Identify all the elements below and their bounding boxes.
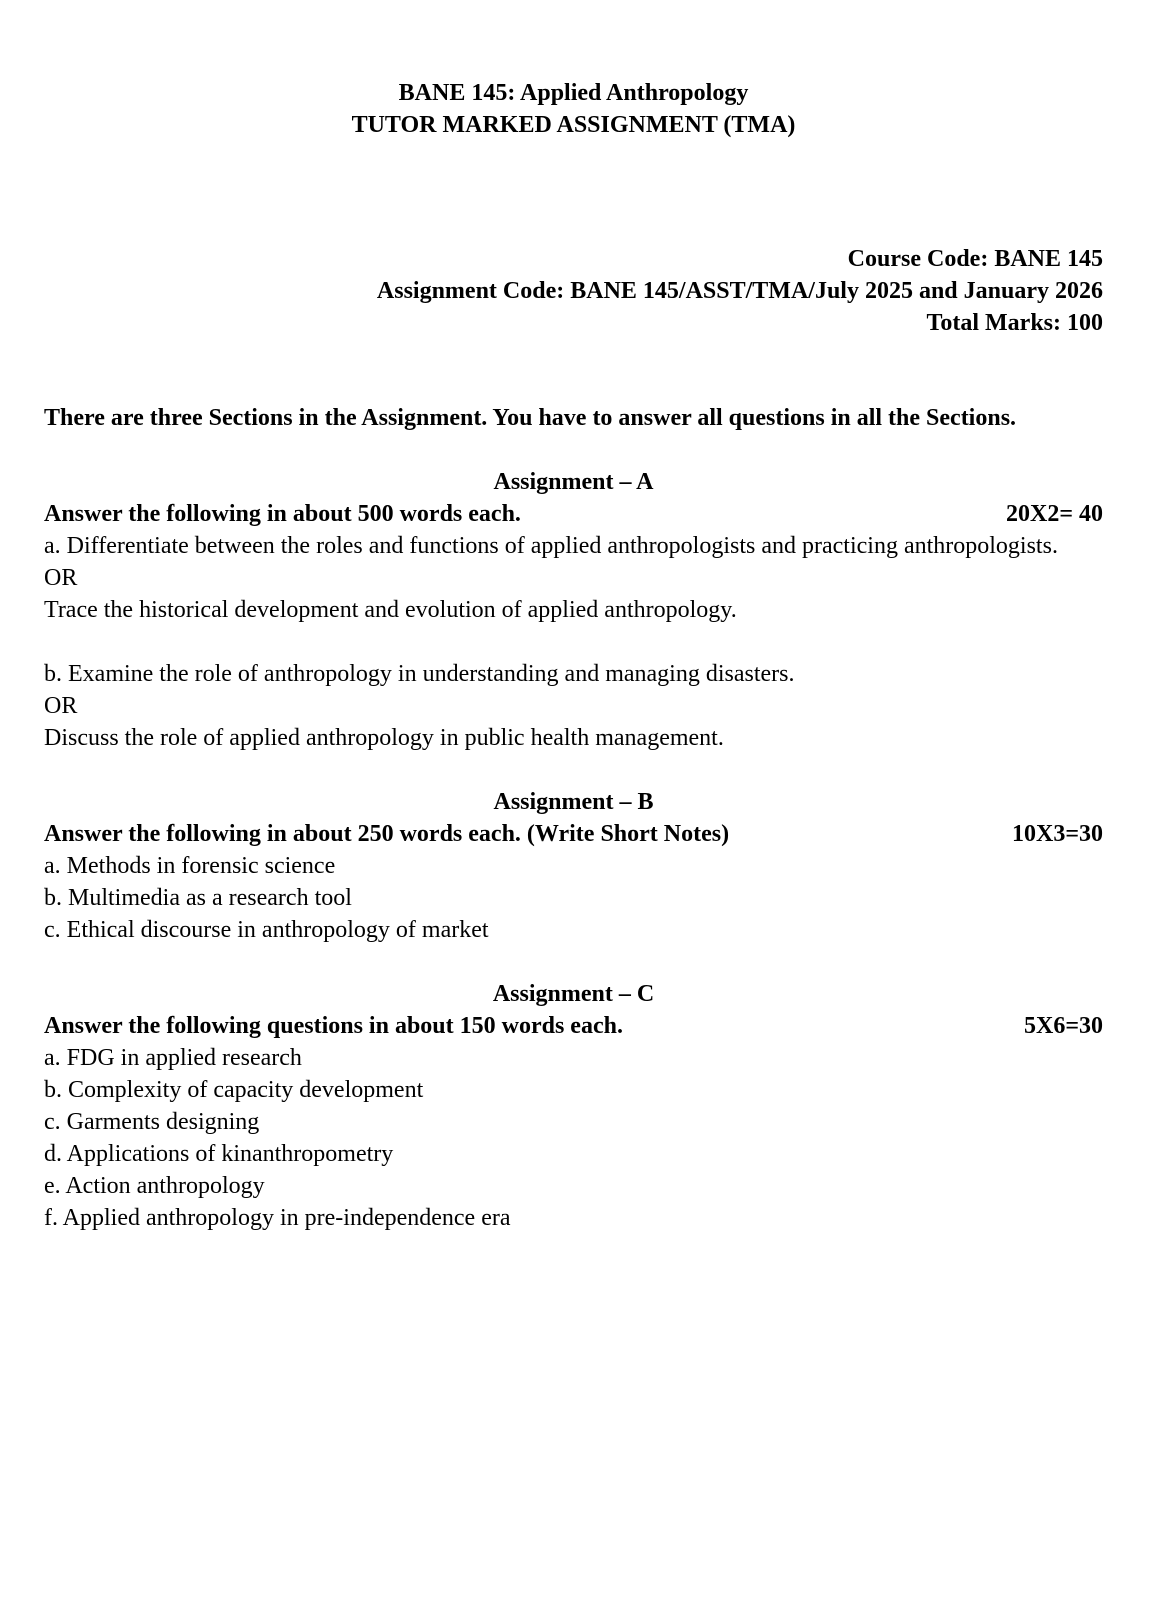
assignment-section-c xyxy=(44,978,1103,1234)
sections-instruction-note: There are three Sections in the Assignment. You have to answer all questions in all the Sections. xyxy=(44,405,1017,431)
question-a2-text: b. Examine the role of anthropology in understanding and managing disasters. xyxy=(44,661,795,687)
section-b-item-2: b. Multimedia as a research tool xyxy=(44,885,352,911)
section-b-item-3: c. Ethical discourse in anthropology of market xyxy=(44,917,489,943)
assignment-code: Assignment Code: BANE 145/ASST/TMA/July 2025 and January 2026 xyxy=(376,278,1103,304)
section-c-heading: Assignment – C xyxy=(492,981,655,1007)
question-block-a1 xyxy=(44,530,1103,626)
section-a-heading: Assignment – A xyxy=(493,469,654,495)
course-code: Course Code: BANE 145 xyxy=(847,246,1103,272)
section-a-instruction: Answer the following in about 500 words each. xyxy=(44,501,521,527)
section-c-item-2: b. Complexity of capacity development xyxy=(44,1077,424,1103)
question-a1-alternative: Trace the historical development and evolution of applied anthropology. xyxy=(44,597,737,623)
section-b-instruction-row xyxy=(44,818,1103,850)
assignment-section-a xyxy=(44,466,1103,754)
section-c-item-3: c. Garments designing xyxy=(44,1109,260,1135)
course-title: BANE 145: Applied Anthropology xyxy=(398,80,749,106)
meta-block xyxy=(44,243,1103,339)
section-c-instruction: Answer the following questions in about 150 words each. xyxy=(44,1013,623,1039)
assignment-section-b xyxy=(44,786,1103,946)
section-c-item-6: f. Applied anthropology in pre-independence era xyxy=(44,1205,511,1231)
section-c-item-1: a. FDG in applied research xyxy=(44,1045,302,1071)
assignment-type-title: TUTOR MARKED ASSIGNMENT (TMA) xyxy=(351,112,796,138)
question-a1-or-separator: OR xyxy=(44,565,78,591)
question-a1-text: a. Differentiate between the roles and functions of applied anthropologists and practicing anthropologists. xyxy=(44,533,1058,559)
total-marks: Total Marks: 100 xyxy=(926,310,1103,336)
section-a-marks: 20X2= 40 xyxy=(1005,501,1103,527)
section-b-item-1: a. Methods in forensic science xyxy=(44,853,336,879)
section-b-instruction: Answer the following in about 250 words each. (Write Short Notes) xyxy=(44,821,730,847)
section-c-item-4: d. Applications of kinanthropometry xyxy=(44,1141,394,1167)
document-header xyxy=(44,77,1103,141)
section-c-instruction-row xyxy=(44,1010,1103,1042)
question-a2-alternative: Discuss the role of applied anthropology in public health management. xyxy=(44,725,724,751)
question-a2-or-separator: OR xyxy=(44,693,78,719)
question-block-a2 xyxy=(44,658,1103,754)
section-b-marks: 10X3=30 xyxy=(1011,821,1103,847)
section-a-instruction-row xyxy=(44,498,1103,530)
section-c-item-5: e. Action anthropology xyxy=(44,1173,265,1199)
section-c-marks: 5X6=30 xyxy=(1023,1013,1103,1039)
section-b-heading: Assignment – B xyxy=(493,789,654,815)
